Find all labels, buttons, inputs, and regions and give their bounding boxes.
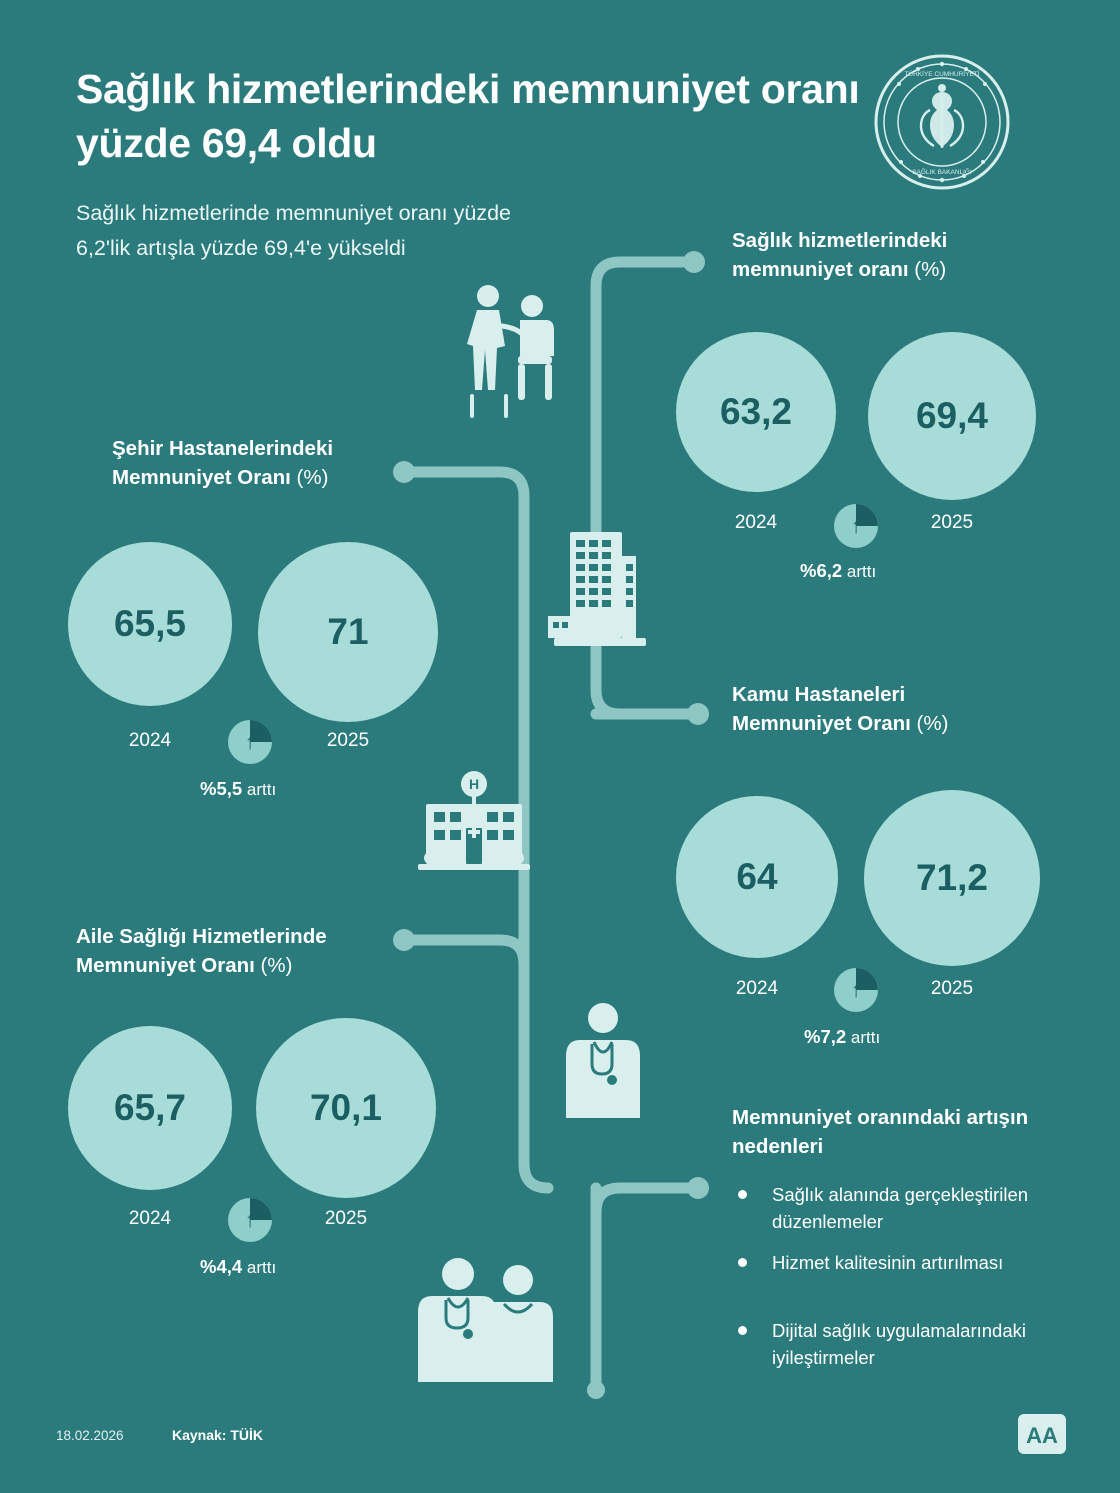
delta-label bbox=[200, 778, 276, 800]
section-title-unit: (%) bbox=[914, 258, 947, 282]
reason-item-2 bbox=[732, 1250, 1082, 1277]
year-label-2025: 2025 bbox=[930, 512, 974, 533]
family-doctor-illustration-icon bbox=[548, 996, 658, 1136]
health-workers-illustration-icon bbox=[396, 1248, 576, 1398]
increase-badge: ↑ bbox=[228, 1198, 272, 1242]
footer-source: Kaynak: TÜİK bbox=[172, 1427, 264, 1443]
svg-text:SAĞLIK BAKANLIĞI: SAĞLIK BAKANLIĞI bbox=[912, 169, 972, 176]
delta-suffix: arttı bbox=[246, 1258, 277, 1277]
section-title-aile-sagligi bbox=[76, 922, 416, 980]
delta-value: %4,4 bbox=[200, 1256, 243, 1277]
increase-badge: ↑ bbox=[834, 504, 878, 548]
value-circle-2025: 69,4 bbox=[868, 332, 1036, 500]
reason-item-3 bbox=[732, 1318, 1082, 1372]
year-label-2025: 2025 bbox=[324, 1208, 368, 1229]
svg-text:TÜRKİYE CUMHURİYETİ: TÜRKİYE CUMHURİYETİ bbox=[904, 71, 980, 78]
value-circle-2025: 71 bbox=[258, 542, 438, 722]
year-label-2024: 2024 bbox=[128, 730, 172, 751]
section-title-unit: (%) bbox=[260, 954, 293, 978]
bullet-icon bbox=[738, 1258, 747, 1267]
value-circle-2024: 65,5 bbox=[68, 542, 232, 706]
bullet-icon bbox=[738, 1190, 747, 1199]
value-circle-2025: 71,2 bbox=[864, 790, 1040, 966]
section-title-unit: (%) bbox=[296, 466, 329, 490]
delta-value: %6,2 bbox=[800, 560, 843, 581]
section-title-line2: Memnuniyet Oranı bbox=[112, 466, 291, 490]
value-circle-2025: 70,1 bbox=[256, 1018, 436, 1198]
section-title-line1: Aile Sağlığı Hizmetlerinde bbox=[76, 925, 327, 948]
delta-value: %7,2 bbox=[804, 1026, 847, 1047]
section-title-line2: Memnuniyet Oranı bbox=[732, 712, 911, 736]
delta-suffix: arttı bbox=[246, 780, 277, 799]
year-label-2025: 2025 bbox=[326, 730, 370, 751]
public-hospital-illustration-icon bbox=[404, 770, 544, 880]
increase-badge: ↑ bbox=[834, 968, 878, 1012]
increase-badge: ↑ bbox=[228, 720, 272, 764]
year-label-2025: 2025 bbox=[930, 978, 974, 999]
value-circle-2024: 65,7 bbox=[68, 1026, 232, 1190]
section-title-line1: Şehir Hastanelerindeki bbox=[112, 437, 334, 460]
delta-label bbox=[804, 1026, 880, 1048]
section-title-kamu-hastaneleri bbox=[732, 680, 1052, 738]
reason-text: Hizmet kalitesinin artırılması bbox=[772, 1252, 1004, 1273]
year-label-2024: 2024 bbox=[735, 978, 779, 999]
delta-suffix: arttı bbox=[846, 562, 877, 581]
section-title-line1: Kamu Hastaneleri bbox=[732, 683, 906, 706]
section-title-unit: (%) bbox=[916, 712, 949, 736]
value-circle-2024: 63,2 bbox=[676, 332, 836, 492]
delta-label bbox=[800, 560, 876, 582]
year-label-2024: 2024 bbox=[128, 1208, 172, 1229]
saglik-bakanligi-logo-icon bbox=[872, 52, 1012, 192]
city-hospital-illustration-icon bbox=[540, 520, 660, 660]
section-title-line2: Memnuniyet Oranı bbox=[76, 954, 255, 978]
reason-item-1 bbox=[732, 1182, 1082, 1236]
section-title-sehir-hastaneleri bbox=[112, 434, 432, 492]
section-title-line2: memnuniyet oranı bbox=[732, 258, 909, 282]
value-circle-2024: 64 bbox=[676, 796, 838, 958]
delta-suffix: arttı bbox=[850, 1028, 881, 1047]
anadolu-ajansi-logo-icon bbox=[1016, 1412, 1068, 1456]
svg-text:AA: AA bbox=[1026, 1423, 1058, 1448]
year-label-2024: 2024 bbox=[734, 512, 778, 533]
section-title-saglik-hizmetleri bbox=[732, 226, 1042, 284]
doctor-patient-illustration-icon bbox=[444, 278, 584, 428]
svg-text:H: H bbox=[468, 776, 480, 792]
footer-date: 18.02.2026 bbox=[56, 1428, 124, 1443]
delta-value: %5,5 bbox=[200, 778, 243, 799]
section-title-line1: Sağlık hizmetlerindeki bbox=[732, 229, 948, 252]
reasons-heading: Memnuniyet oranındaki artışın nedenleri bbox=[732, 1106, 1029, 1159]
page-title: Sağlık hizmetlerindeki memnuniyet oranı yüzde 69,4 oldu bbox=[76, 66, 860, 167]
bullet-icon bbox=[738, 1326, 747, 1335]
delta-label bbox=[200, 1256, 276, 1278]
reason-text: Sağlık alanında gerçekleştirilen düzenlemeler bbox=[772, 1184, 1029, 1232]
page-subtitle: Sağlık hizmetlerinde memnuniyet oranı yüzde 6,2'lik artışla yüzde 69,4'e yükseldi bbox=[76, 201, 511, 260]
reason-text: Dijital sağlık uygulamalarındaki iyileştirmeler bbox=[772, 1320, 1026, 1368]
